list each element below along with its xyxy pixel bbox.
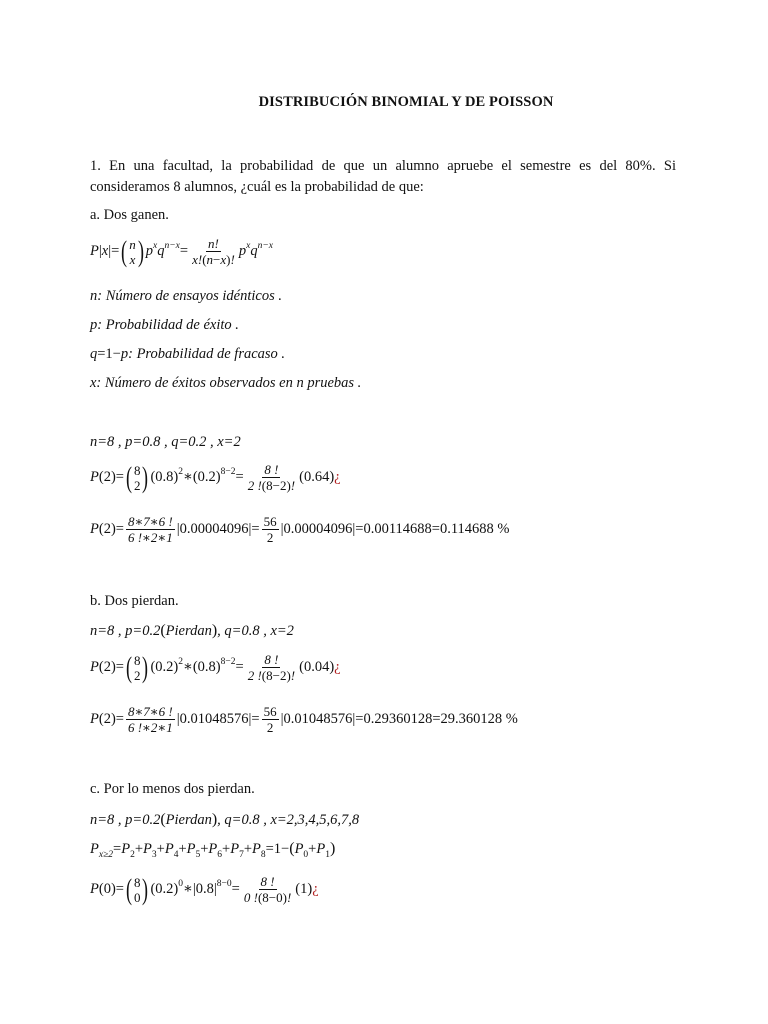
part-b-paren-val: (0.04) [299, 658, 335, 675]
part-b-label: b. Dos pierdan. [90, 593, 179, 609]
part-a-label: a. Dos ganen. [90, 207, 169, 223]
binomial-formula: P|x|= ( n x ) $p^xq^{n-x}=$ $\frac{n!}{x!(n-x)!}$ $p^xq^{n-x}$ [90, 234, 273, 268]
part-b-params: n=8 , p=0.2(Pierdan), q=0.8 , x=2 [90, 622, 294, 639]
part-c-params: n=8 , p=0.2(Pierdan), q=0.8 , x=2,3,4,5,6,7,8 [90, 811, 360, 828]
def-p-text: Probabilidad de éxito . [105, 317, 239, 333]
def-p: p: Probabilidad de éxito . [90, 317, 239, 333]
def-n: n: Número de ensayos idénticos . [90, 288, 282, 304]
def-q-text: Probabilidad de fracaso . [136, 346, 286, 362]
part-b-params-tail: , q=0.8 , x=2 [217, 623, 294, 639]
def-x: x: Número de éxitos observados en n pruebas . [90, 375, 362, 391]
def-n-text: Número de ensayos idénticos . [105, 288, 282, 304]
part-a-result: =0.00114688=0.114688 % [355, 520, 510, 537]
inverted-question-mark-b: ¿ [334, 658, 341, 675]
part-b-pierdan: Pierdan [165, 623, 212, 639]
part-c-label: c. Por lo menos dos pierdan. [90, 781, 255, 797]
part-b-calc-2: P(2)= $\frac{8∗7∗6 !}{6 !∗2∗1}$ |0.01048576|= $\frac{56}{2}$ |0.01048576|=0.29360128=29.360128 % [90, 704, 518, 735]
part-a-calc-2: P(2)= $\frac{8∗7∗6 !}{6 !∗2∗1}$ |0.00004096|= $\frac{56}{2}$ |0.00004096|=0.00114688=0.114688 % [90, 514, 510, 545]
part-a-paren-val: (0.64) [299, 468, 335, 485]
part-a-num-val: 0.00004096 [179, 520, 249, 537]
part-c-pierdan: Pierdan [165, 812, 212, 828]
inverted-question-mark: ¿ [334, 468, 341, 485]
part-b-result: =0.29360128=29.360128 % [355, 710, 518, 727]
part-c-params-head: n=8 , p=0.2 [90, 812, 161, 828]
part-a-calc-1: P(2)= ( 8 2 ) $(0.8)^2∗(0.2)^{8-2}=$ $\frac{8 !}{2 !(8-2)!}$ (0.64)¿ [90, 460, 341, 494]
part-b-params-head: n=8 , p=0.2 [90, 623, 161, 639]
problem-intro: 1. En una facultad, la probabilidad de que un alumno apruebe el semestre es del 80%. Si consideramos 8 alumnos, ¿cuál es la probabilidad de que: [90, 158, 676, 195]
def-x-text: Número de éxitos observados en n pruebas . [104, 375, 362, 391]
inverted-question-mark-c: ¿ [312, 880, 319, 897]
part-c-sum: $P_{x\ge 2}=P_2+P_3+P_4+P_5+P_6+P_7+P_8=1-(P_0+P_1)$ [90, 840, 336, 860]
part-b-num-val: 0.01048576 [179, 710, 249, 727]
part-a-params: n=8 , p=0.8 , q=0.2 , x=2 [90, 434, 241, 450]
def-q: q=1−p: Probabilidad de fracaso . [90, 346, 286, 362]
part-c-calc-1: P(0)= ( 8 0 ) $(0.2)^0∗|0.8|^{8-0}=$ $\frac{8 !}{0 !(8-0)!}$ (1)¿ [90, 872, 319, 906]
part-a-num-val-2: 0.00004096 [283, 520, 353, 537]
part-b-num-val-2: 0.01048576 [283, 710, 353, 727]
part-c-paren-val: (1) [295, 880, 313, 897]
document-title: DISTRIBUCIÓN BINOMIAL Y DE POISSON [258, 94, 554, 110]
part-b-calc-1: P(2)= ( 8 2 ) $(0.2)^2∗(0.8)^{8-2}=$ $\frac{8 !}{2 !(8-2)!}$ (0.04)¿ [90, 650, 341, 684]
part-c-params-tail: , q=0.8 , x=2,3,4,5,6,7,8 [217, 812, 360, 828]
